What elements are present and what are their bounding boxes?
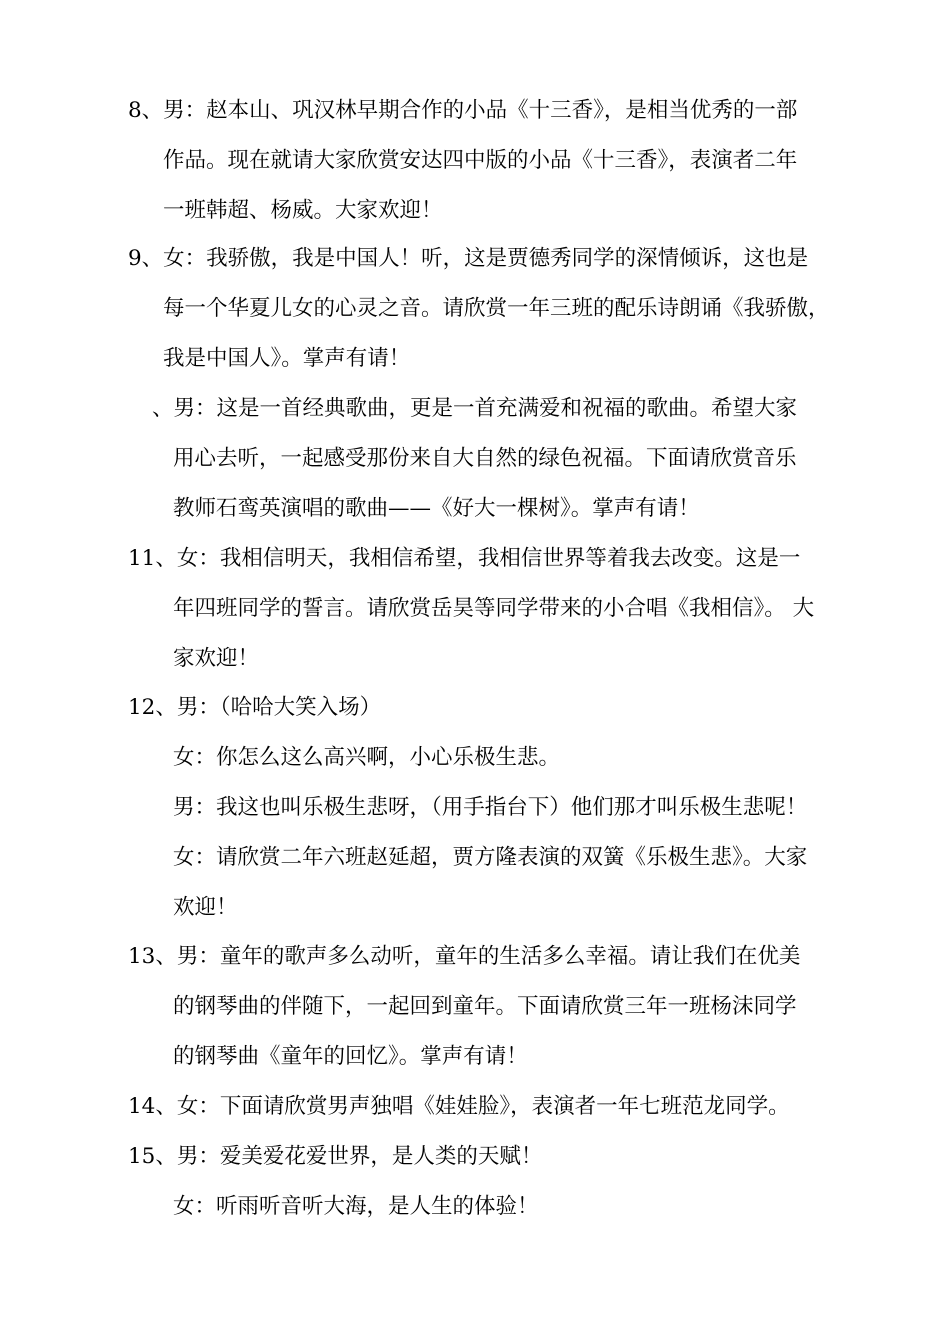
- text-line: 一班韩超、杨威。大家欢迎！: [163, 198, 443, 223]
- text-line: 9、女：我骄傲，我是中国人！听，这是贾德秀同学的深情倾诉，这也是: [128, 246, 809, 271]
- text-line: 的钢琴曲《童年的回忆》。掌声有请！: [173, 1044, 528, 1069]
- text-line: 男：我这也叫乐极生悲呀，（用手指台下）他们那才叫乐极生悲呢！: [173, 795, 808, 820]
- text-line: 教师石鸾英演唱的歌曲——《好大一棵树》。掌声有请！: [173, 496, 700, 521]
- text-line: 女：请欣赏二年六班赵延超，贾方隆表演的双簧《乐极生悲》。大家: [173, 845, 808, 870]
- text-line: 11、女：我相信明天，我相信希望，我相信世界等着我去改变。这是一: [128, 546, 801, 571]
- text-line: 的钢琴曲的伴随下，一起回到童年。下面请欣赏三年一班杨沫同学: [173, 994, 797, 1019]
- text-line: 13、男：童年的歌声多么动听，童年的生活多么幸福。请让我们在优美: [128, 944, 801, 969]
- text-line: 作品。现在就请大家欣赏安达四中版的小品《十三香》，表演者二年: [163, 148, 798, 173]
- text-line: 8、男：赵本山、巩汉林早期合作的小品《十三香》，是相当优秀的一部: [128, 98, 798, 123]
- text-line: 家欢迎！: [173, 646, 260, 671]
- text-line: 14、女：下面请欣赏男声独唱《娃娃脸》，表演者一年七班范龙同学。: [128, 1094, 790, 1119]
- text-line: 每一个华夏儿女的心灵之音。请欣赏一年三班的配乐诗朗诵《我骄傲，: [163, 296, 830, 321]
- text-line: 、男：这是一首经典歌曲，更是一首充满爱和祝福的歌曲。希望大家: [152, 396, 798, 421]
- text-line: 女：听雨听音听大海，是人生的体验！: [173, 1194, 539, 1219]
- text-line: 女：你怎么这么高兴啊，小心乐极生悲。: [173, 745, 561, 770]
- text-line: 我是中国人》。掌声有请！: [163, 346, 411, 371]
- text-line: 年四班同学的誓言。请欣赏岳昊等同学带来的小合唱《我相信》。 大: [173, 596, 815, 621]
- text-line: 15、男：爱美爱花爱世界，是人类的天赋！: [128, 1144, 543, 1169]
- text-line: 欢迎！: [173, 895, 238, 920]
- text-line: 用心去听，一起感受那份来自大自然的绿色祝福。下面请欣赏音乐: [173, 446, 797, 471]
- text-line: 12、男：（哈哈大笑入场）: [128, 695, 382, 720]
